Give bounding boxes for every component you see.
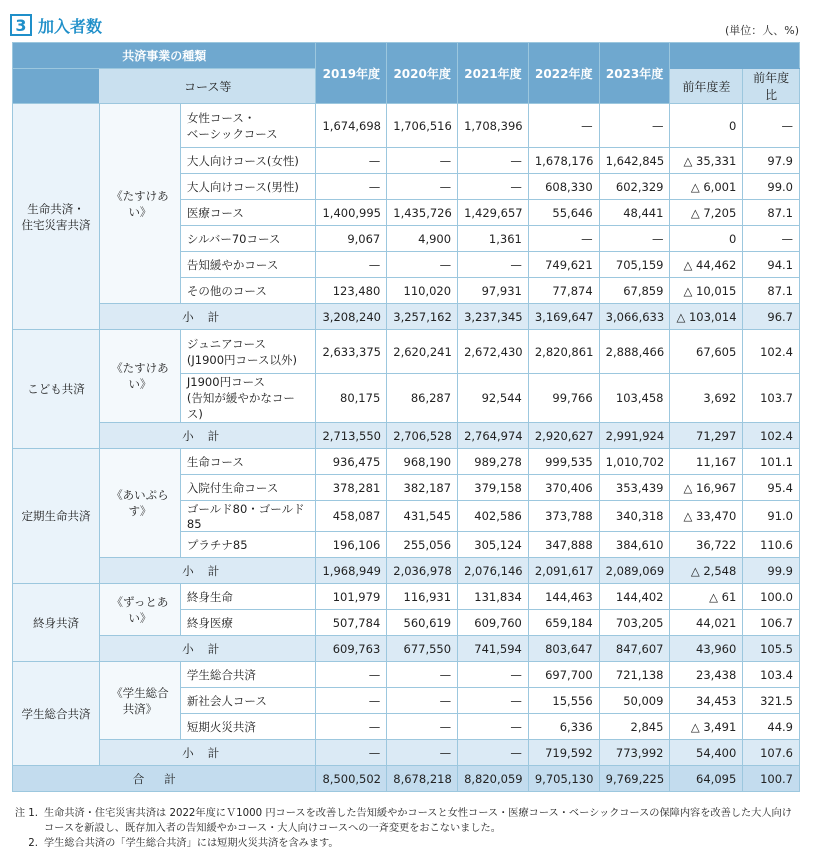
value-cell: 347,888	[528, 532, 599, 558]
value-cell: 92,544	[458, 374, 529, 423]
value-cell: —	[387, 252, 458, 278]
value-cell: 67,605	[670, 330, 743, 374]
value-cell: —	[599, 226, 670, 252]
value-cell: 255,056	[387, 532, 458, 558]
header-year-2023: 2023年度	[599, 43, 670, 104]
value-cell: 123,480	[316, 278, 387, 304]
subcategory-cell: 《たすけあい》	[99, 330, 180, 423]
value-cell: —	[316, 714, 387, 740]
subcategory-cell: 《ずっとあい》	[99, 584, 180, 636]
value-cell: 11,167	[670, 449, 743, 475]
section-header	[10, 12, 102, 38]
value-cell: 144,402	[599, 584, 670, 610]
value-cell: 44,021	[670, 610, 743, 636]
subtotal-value: 677,550	[387, 636, 458, 662]
total-value: 100.7	[743, 766, 800, 792]
course-name: 新社会人コース	[180, 688, 316, 714]
value-cell: 378,281	[316, 475, 387, 501]
value-cell: 2,672,430	[458, 330, 529, 374]
value-cell: 382,187	[387, 475, 458, 501]
value-cell: 458,087	[316, 501, 387, 532]
value-cell: 103,458	[599, 374, 670, 423]
value-cell: 110.6	[743, 532, 800, 558]
course-name: 大人向けコース(男性)	[180, 174, 316, 200]
subtotal-value: 3,208,240	[316, 304, 387, 330]
subtotal-value: 2,920,627	[528, 423, 599, 449]
subtotal-value: 2,764,974	[458, 423, 529, 449]
value-cell: 2,820,861	[528, 330, 599, 374]
course-name: シルバー70コース	[180, 226, 316, 252]
value-cell: 6,336	[528, 714, 599, 740]
value-cell: 9,067	[316, 226, 387, 252]
subtotal-value: 2,076,146	[458, 558, 529, 584]
subtotal-label: 小計	[99, 740, 315, 766]
value-cell: 196,106	[316, 532, 387, 558]
value-cell: 936,475	[316, 449, 387, 475]
subtotal-value: 741,594	[458, 636, 529, 662]
value-cell: 1,010,702	[599, 449, 670, 475]
subtotal-row	[13, 423, 800, 449]
value-cell: 353,439	[599, 475, 670, 501]
value-cell: 602,329	[599, 174, 670, 200]
value-cell: 116,931	[387, 584, 458, 610]
value-cell: 95.4	[743, 475, 800, 501]
value-cell: △ 10,015	[670, 278, 743, 304]
value-cell: △ 35,331	[670, 148, 743, 174]
value-cell: △ 6,001	[670, 174, 743, 200]
category-cell: 生命共済・ 住宅災害共済	[13, 104, 100, 330]
value-cell: 749,621	[528, 252, 599, 278]
value-cell: 2,633,375	[316, 330, 387, 374]
total-row	[13, 766, 800, 792]
header-spacer	[670, 43, 800, 69]
value-cell: 384,610	[599, 532, 670, 558]
subtotal-value: 1,968,949	[316, 558, 387, 584]
subtotal-value: 107.6	[743, 740, 800, 766]
value-cell: —	[458, 148, 529, 174]
subtotal-row	[13, 636, 800, 662]
value-cell: 55,646	[528, 200, 599, 226]
footnote	[12, 806, 792, 836]
value-cell: 560,619	[387, 610, 458, 636]
subtotal-value: 2,091,617	[528, 558, 599, 584]
course-name: 学生総合共済	[180, 662, 316, 688]
value-cell: 321.5	[743, 688, 800, 714]
value-cell: 989,278	[458, 449, 529, 475]
value-cell: 431,545	[387, 501, 458, 532]
value-cell: 100.0	[743, 584, 800, 610]
value-cell: 999,535	[528, 449, 599, 475]
value-cell: —	[316, 688, 387, 714]
footnotes	[12, 806, 792, 851]
footnote	[12, 836, 792, 851]
value-cell: 91.0	[743, 501, 800, 532]
section-title: 加入者数	[38, 16, 103, 36]
subtotal-value: 2,991,924	[599, 423, 670, 449]
value-cell: —	[528, 104, 599, 148]
course-name: 告知緩やかコース	[180, 252, 316, 278]
value-cell: 87.1	[743, 200, 800, 226]
subtotal-label: 小計	[99, 636, 315, 662]
value-cell: 97,931	[458, 278, 529, 304]
value-cell: —	[316, 662, 387, 688]
total-value: 9,705,130	[528, 766, 599, 792]
value-cell: 1,400,995	[316, 200, 387, 226]
total-value: 64,095	[670, 766, 743, 792]
value-cell: 608,330	[528, 174, 599, 200]
value-cell: 87.1	[743, 278, 800, 304]
subtotal-value: 102.4	[743, 423, 800, 449]
subtotal-value: —	[316, 740, 387, 766]
footnote-label: 2.	[28, 838, 38, 849]
value-cell: 659,184	[528, 610, 599, 636]
table-row	[13, 449, 800, 475]
course-name: 医療コース	[180, 200, 316, 226]
value-cell: △ 16,967	[670, 475, 743, 501]
value-cell: —	[743, 226, 800, 252]
course-name: 終身生命	[180, 584, 316, 610]
value-cell: —	[743, 104, 800, 148]
total-value: 8,678,218	[387, 766, 458, 792]
total-label: 合計	[13, 766, 316, 792]
value-cell: 1,642,845	[599, 148, 670, 174]
value-cell: 144,463	[528, 584, 599, 610]
table-row	[13, 584, 800, 610]
subtotal-value: 2,706,528	[387, 423, 458, 449]
course-name: ゴールド80・ゴールド85	[180, 501, 316, 532]
subtotal-value: 3,066,633	[599, 304, 670, 330]
subtotal-value: △ 2,548	[670, 558, 743, 584]
value-cell: —	[458, 252, 529, 278]
course-name: プラチナ85	[180, 532, 316, 558]
value-cell: △ 33,470	[670, 501, 743, 532]
value-cell: 340,318	[599, 501, 670, 532]
value-cell: 48,441	[599, 200, 670, 226]
course-name: その他のコース	[180, 278, 316, 304]
subtotal-value: 3,257,162	[387, 304, 458, 330]
value-cell: △ 3,491	[670, 714, 743, 740]
value-cell: 44.9	[743, 714, 800, 740]
value-cell: 0	[670, 104, 743, 148]
header-year-2020: 2020年度	[387, 43, 458, 104]
value-cell: 373,788	[528, 501, 599, 532]
value-cell: 1,674,698	[316, 104, 387, 148]
total-value: 8,820,059	[458, 766, 529, 792]
subtotal-value: 3,237,345	[458, 304, 529, 330]
value-cell: 968,190	[387, 449, 458, 475]
value-cell: 106.7	[743, 610, 800, 636]
category-cell: 定期生命共済	[13, 449, 100, 584]
category-cell: 学生総合共済	[13, 662, 100, 766]
value-cell: 370,406	[528, 475, 599, 501]
value-cell: —	[316, 252, 387, 278]
subtotal-value: 3,169,647	[528, 304, 599, 330]
value-cell: 103.7	[743, 374, 800, 423]
value-cell: △ 44,462	[670, 252, 743, 278]
value-cell: 1,429,657	[458, 200, 529, 226]
value-cell: △ 7,205	[670, 200, 743, 226]
value-cell: 77,874	[528, 278, 599, 304]
section-number: 3	[10, 14, 32, 36]
value-cell: 3,692	[670, 374, 743, 423]
course-name: ジュニアコース (J1900円コース以外)	[180, 330, 316, 374]
subtotal-value: 2,036,978	[387, 558, 458, 584]
value-cell: 507,784	[316, 610, 387, 636]
value-cell: 110,020	[387, 278, 458, 304]
value-cell: —	[316, 148, 387, 174]
value-cell: 2,888,466	[599, 330, 670, 374]
value-cell: 103.4	[743, 662, 800, 688]
footnote-text: 学生総合共済の「学生総合共済」には短期火災共済を含みます。	[44, 838, 339, 849]
value-cell: —	[458, 662, 529, 688]
unit-label: (単位：人、%)	[724, 24, 799, 37]
header-course-spacer	[13, 69, 100, 104]
value-cell: —	[528, 226, 599, 252]
value-cell: —	[458, 688, 529, 714]
header-course: コース等	[99, 69, 315, 104]
course-name: 生命コース	[180, 449, 316, 475]
subtotal-value: 99.9	[743, 558, 800, 584]
subtotal-value: —	[387, 740, 458, 766]
footnote-label: 注 1.	[14, 808, 38, 819]
category-cell: 終身共済	[13, 584, 100, 662]
header-ratio: 前年度比	[743, 69, 800, 104]
subtotal-value: 2,713,550	[316, 423, 387, 449]
subtotal-row	[13, 304, 800, 330]
subtotal-value: 609,763	[316, 636, 387, 662]
course-name: 短期火災共済	[180, 714, 316, 740]
subcategory-cell: 《あいぷらす》	[99, 449, 180, 558]
value-cell: 305,124	[458, 532, 529, 558]
course-name: 入院付生命コース	[180, 475, 316, 501]
value-cell: 721,138	[599, 662, 670, 688]
value-cell: 703,205	[599, 610, 670, 636]
course-name: 終身医療	[180, 610, 316, 636]
subtotal-value: 43,960	[670, 636, 743, 662]
value-cell: 67,859	[599, 278, 670, 304]
subtotal-value: 773,992	[599, 740, 670, 766]
footnote-text: 生命共済・住宅災害共済は 2022年度にＶ1000 円コースを改善した告知緩やかコースと女性コース・医療コース・ベーシックコースの保障内容を改善した大人向けコースを新設し、既存加入者の告知緩やかコース・大人向けコースへの一斉変更をおこないました。	[44, 808, 792, 834]
subtotal-value: 54,400	[670, 740, 743, 766]
total-value: 9,769,225	[599, 766, 670, 792]
subtotal-label: 小計	[99, 304, 315, 330]
value-cell: 94.1	[743, 252, 800, 278]
value-cell: 1,708,396	[458, 104, 529, 148]
value-cell: 1,678,176	[528, 148, 599, 174]
value-cell: —	[387, 688, 458, 714]
header-year-2019: 2019年度	[316, 43, 387, 104]
enrollment-table	[12, 42, 800, 792]
header-diff: 前年度差	[670, 69, 743, 104]
course-name: J1900円コース (告知が緩やかなコース)	[180, 374, 316, 423]
table-body	[13, 104, 800, 792]
value-cell: 402,586	[458, 501, 529, 532]
value-cell: 379,158	[458, 475, 529, 501]
subtotal-value: 71,297	[670, 423, 743, 449]
value-cell: 4,900	[387, 226, 458, 252]
value-cell: 1,435,726	[387, 200, 458, 226]
subtotal-value: 2,089,069	[599, 558, 670, 584]
value-cell: 36,722	[670, 532, 743, 558]
course-name: 女性コース・ ベーシックコース	[180, 104, 316, 148]
value-cell: 609,760	[458, 610, 529, 636]
value-cell: 705,159	[599, 252, 670, 278]
value-cell: 697,700	[528, 662, 599, 688]
value-cell: 101,979	[316, 584, 387, 610]
value-cell: —	[387, 662, 458, 688]
value-cell: —	[387, 148, 458, 174]
course-name: 大人向けコース(女性)	[180, 148, 316, 174]
value-cell: △ 61	[670, 584, 743, 610]
subtotal-value: 105.5	[743, 636, 800, 662]
value-cell: 23,438	[670, 662, 743, 688]
value-cell: 97.9	[743, 148, 800, 174]
value-cell: 2,620,241	[387, 330, 458, 374]
subtotal-value: △ 103,014	[670, 304, 743, 330]
value-cell: 0	[670, 226, 743, 252]
value-cell: —	[387, 174, 458, 200]
header-year-2022: 2022年度	[528, 43, 599, 104]
value-cell: 80,175	[316, 374, 387, 423]
value-cell: 102.4	[743, 330, 800, 374]
total-value: 8,500,502	[316, 766, 387, 792]
header-year-2021: 2021年度	[458, 43, 529, 104]
value-cell: 101.1	[743, 449, 800, 475]
value-cell: —	[458, 714, 529, 740]
value-cell: 15,556	[528, 688, 599, 714]
value-cell: 86,287	[387, 374, 458, 423]
value-cell: 2,845	[599, 714, 670, 740]
value-cell: —	[458, 174, 529, 200]
table-row	[13, 330, 800, 374]
value-cell: 1,361	[458, 226, 529, 252]
table-row	[13, 104, 800, 148]
subtotal-row	[13, 740, 800, 766]
value-cell: —	[316, 174, 387, 200]
value-cell: 99,766	[528, 374, 599, 423]
subtotal-row	[13, 558, 800, 584]
subtotal-value: 719,592	[528, 740, 599, 766]
subcategory-cell: 《たすけあい》	[99, 104, 180, 304]
value-cell: —	[599, 104, 670, 148]
subcategory-cell: 《学生総合 共済》	[99, 662, 180, 740]
subtotal-label: 小計	[99, 423, 315, 449]
value-cell: 34,453	[670, 688, 743, 714]
value-cell: 99.0	[743, 174, 800, 200]
subtotal-value: 847,607	[599, 636, 670, 662]
value-cell: 131,834	[458, 584, 529, 610]
subtotal-value: 803,647	[528, 636, 599, 662]
category-cell: こども共済	[13, 330, 100, 449]
value-cell: 1,706,516	[387, 104, 458, 148]
subtotal-value: —	[458, 740, 529, 766]
subtotal-label: 小計	[99, 558, 315, 584]
header-type: 共済事業の種類	[13, 43, 316, 69]
value-cell: 50,009	[599, 688, 670, 714]
subtotal-value: 96.7	[743, 304, 800, 330]
value-cell: —	[387, 714, 458, 740]
table-row	[13, 662, 800, 688]
